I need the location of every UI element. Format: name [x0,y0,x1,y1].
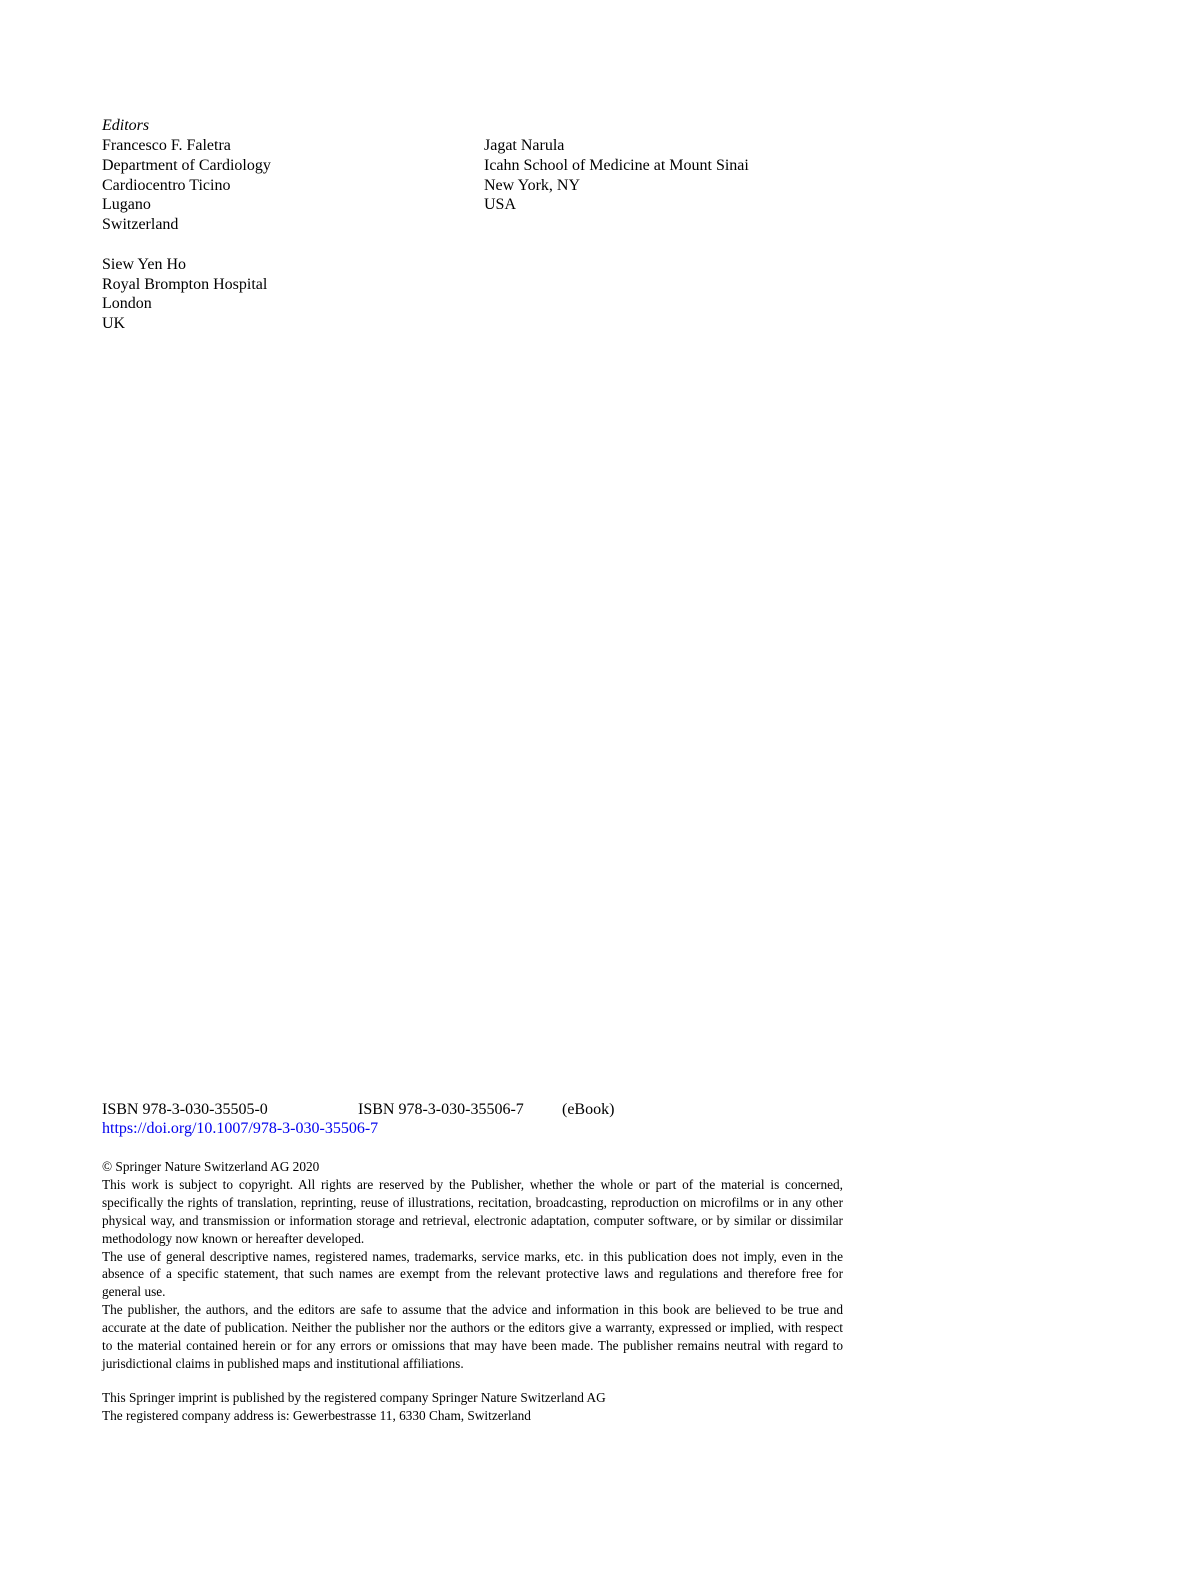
editor-affiliation-line: Royal Brompton Hospital [102,275,268,293]
editor-affiliation-line: Lugano [102,196,151,214]
doi-link[interactable]: https://doi.org/10.1007/978-3-030-35506-7 [102,1120,379,1137]
editors-right-column [484,136,749,215]
editor-name: Siew Yen Ho [102,255,187,273]
editor-affiliation-line: Cardiocentro Ticino [102,176,231,194]
imprint-section [102,1389,606,1425]
isbn-print: ISBN 978-3-030-35505-0 [102,1101,268,1118]
editor-entry-faletra [102,136,271,235]
editor-affiliation-line: New York, NY [484,176,581,194]
editor-affiliation-line: Icahn School of Medicine at Mount Sinai [484,156,749,174]
editors-heading: Editors [102,117,150,134]
copyright-notice [102,1158,843,1373]
editors-left-column [102,136,271,334]
editor-name: Francesco F. Faletra [102,137,231,154]
editor-affiliation-line: UK [102,315,126,333]
isbn-ebook: ISBN 978-3-030-35506-7 [358,1101,524,1118]
editor-name: Jagat Narula [484,137,565,154]
copyright-line: © Springer Nature Switzerland AG 2020 [102,1159,320,1174]
isbn-row [102,1100,614,1120]
editors-section [102,116,149,136]
editor-entry-narula [484,136,749,215]
imprint-line: This Springer imprint is published by the registered company Springer Nature Switzerland AG [102,1390,606,1405]
trademark-paragraph: The use of general descriptive names, registered names, trademarks, service marks, etc. in this publication does not imply, even in the absence of a specific statement, that such names are exempt from the relevant protective laws and regulations and therefore free for general use. [102,1248,843,1300]
editor-affiliation-line: USA [484,196,517,214]
editor-entry-ho [102,255,271,334]
editor-affiliation-line: Department of Cardiology [102,156,271,174]
copyright-paragraph: This work is subject to copyright. All rights are reserved by the Publisher, whether the whole or part of the material is concerned, specifically the rights of translation, reprinting, reuse of illustrations, recitation, broadcasting, reproduction on microfilms or in any other physical way, and transmission or information storage and retrieval, electronic adaptation, computer software, or by similar or dissimilar methodology now known or hereafter developed. [102,1176,843,1246]
isbn-ebook-note: (eBook) [562,1101,615,1118]
disclaimer-paragraph: The publisher, the authors, and the editors are safe to assume that the advice and information in this book are believed to be true and accurate at the date of publication. Neither the publisher nor the authors or the editors give a warranty, expressed or implied, with respect to the material contained herein or for any errors or omissions that may have been made. The publisher remains neutral with regard to jurisdictional claims in published maps and institutional affiliations. [102,1302,843,1371]
company-address-line: The registered company address is: Gewerbestrasse 11, 6330 Cham, Switzerland [102,1407,531,1423]
editor-affiliation-line: London [102,295,152,313]
editor-affiliation-line: Switzerland [102,216,179,234]
